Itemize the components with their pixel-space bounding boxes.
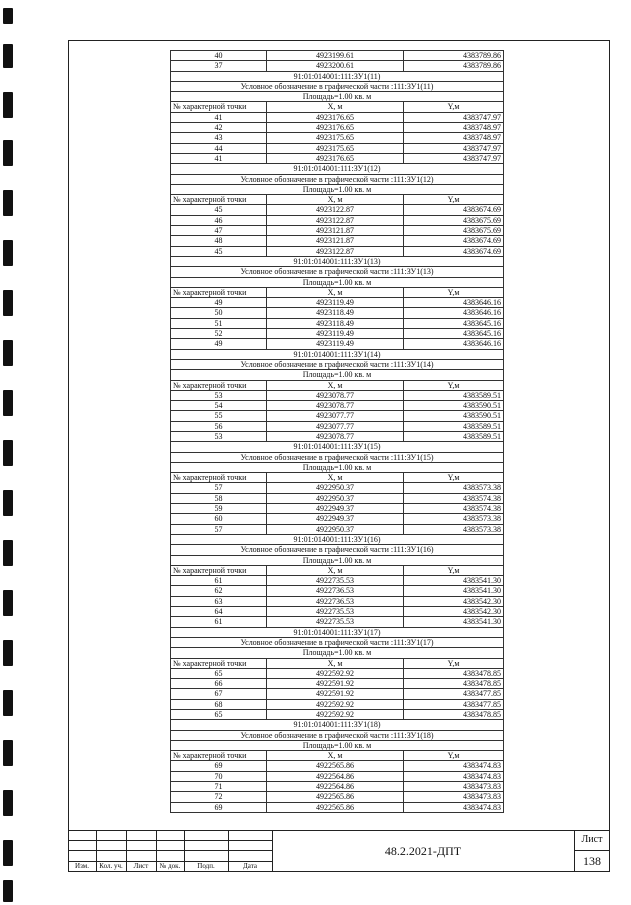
point-number-cell: 61 (171, 617, 267, 627)
y-coordinate-cell: 4383477.85 (404, 689, 504, 699)
y-coordinate-cell: 4383590.51 (404, 411, 504, 421)
point-number-cell: 69 (171, 802, 267, 812)
binding-mark (3, 190, 13, 216)
section-designation: Условное обозначение в графической части :111:ЗУ1(15) (171, 452, 504, 462)
table-row (171, 586, 504, 596)
table-row (171, 483, 504, 493)
section-area-row (171, 740, 504, 750)
point-number-cell: 51 (171, 318, 267, 328)
point-number-cell: 63 (171, 596, 267, 606)
point-number-cell: 62 (171, 586, 267, 596)
x-coordinate-cell: 4923176.65 (267, 123, 404, 133)
column-header-row (171, 751, 504, 761)
binding-mark (3, 590, 13, 616)
x-coordinate-cell: 4923118.49 (267, 308, 404, 318)
table-row (171, 431, 504, 441)
section-cadastral: 91:01:014001:111:ЗУ1(16) (171, 534, 504, 544)
section-area-row (171, 92, 504, 102)
y-coordinate-cell: 4383645.16 (404, 329, 504, 339)
section-designation: Условное обозначение в графической части :111:ЗУ1(17) (171, 637, 504, 647)
header-x: X, м (267, 102, 404, 112)
section-designation-row (171, 174, 504, 184)
binding-mark (3, 290, 13, 316)
section-area: Площадь=1.00 кв. м (171, 370, 504, 380)
table-row (171, 421, 504, 431)
y-coordinate-cell: 4383474.83 (404, 802, 504, 812)
section-area: Площадь=1.00 кв. м (171, 555, 504, 565)
table-row (171, 133, 504, 143)
x-coordinate-cell: 4923175.65 (267, 143, 404, 153)
x-coordinate-cell: 4922735.53 (267, 617, 404, 627)
binding-mark (3, 240, 13, 266)
x-coordinate-cell: 4922592.92 (267, 668, 404, 678)
section-designation: Условное обозначение в графической части :111:ЗУ1(12) (171, 174, 504, 184)
y-coordinate-cell: 4383748.97 (404, 123, 504, 133)
table-row (171, 668, 504, 678)
x-coordinate-cell: 4923122.87 (267, 215, 404, 225)
table-row (171, 504, 504, 514)
x-coordinate-cell: 4922564.86 (267, 782, 404, 792)
section-cadastral: 91:01:014001:111:ЗУ1(18) (171, 720, 504, 730)
header-point-number: № характерной точки (171, 195, 267, 205)
x-coordinate-cell: 4922736.53 (267, 596, 404, 606)
section-designation-row (171, 545, 504, 555)
x-coordinate-cell: 4923121.87 (267, 226, 404, 236)
x-coordinate-cell: 4923121.87 (267, 236, 404, 246)
point-number-cell: 50 (171, 308, 267, 318)
section-cadastral: 91:01:014001:111:ЗУ1(15) (171, 442, 504, 452)
point-number-cell: 71 (171, 782, 267, 792)
x-coordinate-cell: 4922591.92 (267, 689, 404, 699)
point-number-cell: 41 (171, 153, 267, 163)
y-coordinate-cell: 4383675.69 (404, 226, 504, 236)
y-coordinate-cell: 4383747.97 (404, 143, 504, 153)
y-coordinate-cell: 4383589.51 (404, 421, 504, 431)
point-number-cell: 45 (171, 205, 267, 215)
table-row (171, 205, 504, 215)
document-code: 48.2.2021-ДПТ (384, 843, 462, 858)
table-row (171, 339, 504, 349)
point-number-cell: 53 (171, 390, 267, 400)
point-number-cell: 67 (171, 689, 267, 699)
point-number-cell: 46 (171, 215, 267, 225)
x-coordinate-cell: 4922565.86 (267, 761, 404, 771)
table-row (171, 802, 504, 812)
table-row (171, 153, 504, 163)
y-coordinate-cell: 4383646.16 (404, 339, 504, 349)
section-area: Площадь=1.00 кв. м (171, 740, 504, 750)
y-coordinate-cell: 4383747.97 (404, 112, 504, 122)
stamp-label-signature: Подп. (197, 862, 215, 870)
header-point-number: № характерной точки (171, 380, 267, 390)
point-number-cell: 43 (171, 133, 267, 143)
table-row (171, 318, 504, 328)
point-number-cell: 60 (171, 514, 267, 524)
point-number-cell: 72 (171, 792, 267, 802)
point-number-cell: 58 (171, 493, 267, 503)
y-coordinate-cell: 4383541.30 (404, 576, 504, 586)
table-row (171, 710, 504, 720)
binding-mark (3, 640, 13, 666)
x-coordinate-cell: 4923200.61 (267, 61, 404, 71)
header-y: Y,м (404, 102, 504, 112)
table-row (171, 514, 504, 524)
binding-mark (3, 740, 13, 766)
y-coordinate-cell: 4383789.86 (404, 51, 504, 61)
x-coordinate-cell: 4923122.87 (267, 205, 404, 215)
table-row (171, 236, 504, 246)
section-designation: Условное обозначение в графической части :111:ЗУ1(16) (171, 545, 504, 555)
table-row (171, 679, 504, 689)
section-area-row (171, 370, 504, 380)
table-row (171, 576, 504, 586)
section-designation-row (171, 359, 504, 369)
table-row (171, 401, 504, 411)
point-number-cell: 40 (171, 51, 267, 61)
stamp-label-sheet: Лист (133, 862, 149, 870)
x-coordinate-cell: 4922949.37 (267, 504, 404, 514)
header-x: X, м (267, 195, 404, 205)
x-coordinate-cell: 4922565.86 (267, 792, 404, 802)
binding-mark (3, 880, 13, 902)
point-number-cell: 66 (171, 679, 267, 689)
x-coordinate-cell: 4923119.49 (267, 329, 404, 339)
table-row (171, 689, 504, 699)
x-coordinate-cell: 4922735.53 (267, 607, 404, 617)
table-row (171, 524, 504, 534)
stamp-label-date: Дата (243, 862, 257, 870)
section-area-row (171, 462, 504, 472)
point-number-cell: 57 (171, 524, 267, 534)
x-coordinate-cell: 4923119.49 (267, 339, 404, 349)
point-number-cell: 53 (171, 431, 267, 441)
x-coordinate-cell: 4922591.92 (267, 679, 404, 689)
table-row (171, 51, 504, 61)
binding-mark (3, 440, 13, 466)
point-number-cell: 57 (171, 483, 267, 493)
point-number-cell: 65 (171, 710, 267, 720)
x-coordinate-cell: 4923199.61 (267, 51, 404, 61)
table-row (171, 61, 504, 71)
y-coordinate-cell: 4383674.69 (404, 205, 504, 215)
section-cadastral-row (171, 349, 504, 359)
binding-mark (3, 8, 13, 24)
y-coordinate-cell: 4383789.86 (404, 61, 504, 71)
table-row (171, 782, 504, 792)
y-coordinate-cell: 4383478.85 (404, 668, 504, 678)
section-cadastral-row (171, 256, 504, 266)
y-coordinate-cell: 4383574.38 (404, 504, 504, 514)
point-number-cell: 54 (171, 401, 267, 411)
column-header-row (171, 473, 504, 483)
binding-mark (3, 340, 13, 366)
binding-mark (3, 490, 13, 516)
y-coordinate-cell: 4383542.30 (404, 596, 504, 606)
y-coordinate-cell: 4383542.30 (404, 607, 504, 617)
header-x: X, м (267, 473, 404, 483)
x-coordinate-cell: 4922592.92 (267, 699, 404, 709)
header-x: X, м (267, 565, 404, 575)
column-header-row (171, 658, 504, 668)
header-point-number: № характерной точки (171, 473, 267, 483)
y-coordinate-cell: 4383473.83 (404, 782, 504, 792)
x-coordinate-cell: 4923118.49 (267, 318, 404, 328)
x-coordinate-cell: 4923176.65 (267, 153, 404, 163)
header-point-number: № характерной точки (171, 565, 267, 575)
x-coordinate-cell: 4923078.77 (267, 431, 404, 441)
header-point-number: № характерной точки (171, 751, 267, 761)
binding-mark (3, 840, 13, 866)
section-area: Площадь=1.00 кв. м (171, 462, 504, 472)
x-coordinate-cell: 4923122.87 (267, 246, 404, 256)
section-cadastral: 91:01:014001:111:ЗУ1(14) (171, 349, 504, 359)
section-area-row (171, 555, 504, 565)
section-designation-row (171, 267, 504, 277)
y-coordinate-cell: 4383748.97 (404, 133, 504, 143)
table-row (171, 390, 504, 400)
header-point-number: № характерной точки (171, 102, 267, 112)
y-coordinate-cell: 4383478.85 (404, 679, 504, 689)
binding-mark (3, 540, 13, 566)
sheet-label: Лист (581, 833, 603, 845)
x-coordinate-cell: 4923077.77 (267, 411, 404, 421)
point-number-cell: 49 (171, 298, 267, 308)
header-y: Y,м (404, 658, 504, 668)
x-coordinate-cell: 4923176.65 (267, 112, 404, 122)
header-x: X, м (267, 287, 404, 297)
y-coordinate-cell: 4383675.69 (404, 215, 504, 225)
x-coordinate-cell: 4922950.37 (267, 483, 404, 493)
stamp-label-count: Кол. уч. (99, 862, 123, 870)
table-row (171, 308, 504, 318)
binding-mark (3, 92, 13, 118)
section-designation: Условное обозначение в графической части :111:ЗУ1(18) (171, 730, 504, 740)
binding-mark (3, 44, 13, 68)
point-number-cell: 47 (171, 226, 267, 236)
header-y: Y,м (404, 565, 504, 575)
table-row (171, 792, 504, 802)
column-header-row (171, 380, 504, 390)
table-row (171, 298, 504, 308)
section-cadastral: 91:01:014001:111:ЗУ1(11) (171, 71, 504, 81)
y-coordinate-cell: 4383590.51 (404, 401, 504, 411)
table-row (171, 112, 504, 122)
binding-mark (3, 390, 13, 416)
table-row (171, 226, 504, 236)
x-coordinate-cell: 4923078.77 (267, 390, 404, 400)
header-point-number: № характерной точки (171, 287, 267, 297)
section-area-row (171, 184, 504, 194)
x-coordinate-cell: 4922949.37 (267, 514, 404, 524)
stamp-label-doc-number: № док. (159, 862, 181, 870)
header-x: X, м (267, 658, 404, 668)
sheet-number: 138 (583, 853, 601, 868)
table-row (171, 607, 504, 617)
y-coordinate-cell: 4383573.38 (404, 514, 504, 524)
header-y: Y,м (404, 473, 504, 483)
y-coordinate-cell: 4383541.30 (404, 586, 504, 596)
y-coordinate-cell: 4383573.38 (404, 483, 504, 493)
y-coordinate-cell: 4383574.38 (404, 493, 504, 503)
point-number-cell: 49 (171, 339, 267, 349)
header-x: X, м (267, 380, 404, 390)
header-y: Y,м (404, 751, 504, 761)
point-number-cell: 48 (171, 236, 267, 246)
y-coordinate-cell: 4383541.30 (404, 617, 504, 627)
section-cadastral-row (171, 534, 504, 544)
section-area: Площадь=1.00 кв. м (171, 648, 504, 658)
header-y: Y,м (404, 195, 504, 205)
section-cadastral-row (171, 164, 504, 174)
table-row (171, 771, 504, 781)
x-coordinate-cell: 4922950.37 (267, 493, 404, 503)
section-cadastral: 91:01:014001:111:ЗУ1(12) (171, 164, 504, 174)
table-row (171, 143, 504, 153)
y-coordinate-cell: 4383645.16 (404, 318, 504, 328)
column-header-row (171, 195, 504, 205)
stamp-label-change: Изм. (75, 862, 89, 870)
point-number-cell: 41 (171, 112, 267, 122)
point-number-cell: 37 (171, 61, 267, 71)
section-area-row (171, 277, 504, 287)
point-number-cell: 55 (171, 411, 267, 421)
binding-mark (3, 140, 13, 166)
section-cadastral: 91:01:014001:111:ЗУ1(17) (171, 627, 504, 637)
table-row (171, 699, 504, 709)
section-cadastral-row (171, 720, 504, 730)
y-coordinate-cell: 4383478.85 (404, 710, 504, 720)
point-number-cell: 69 (171, 761, 267, 771)
table-row (171, 617, 504, 627)
y-coordinate-cell: 4383573.38 (404, 524, 504, 534)
point-number-cell: 65 (171, 668, 267, 678)
y-coordinate-cell: 4383589.51 (404, 390, 504, 400)
table-row (171, 246, 504, 256)
section-cadastral: 91:01:014001:111:ЗУ1(13) (171, 256, 504, 266)
point-number-cell: 44 (171, 143, 267, 153)
section-designation-row (171, 81, 504, 91)
y-coordinate-cell: 4383674.69 (404, 236, 504, 246)
binding-mark (3, 690, 13, 716)
column-header-row (171, 287, 504, 297)
table-row (171, 761, 504, 771)
x-coordinate-cell: 4922592.92 (267, 710, 404, 720)
y-coordinate-cell: 4383646.16 (404, 298, 504, 308)
x-coordinate-cell: 4922736.53 (267, 586, 404, 596)
header-x: X, м (267, 751, 404, 761)
section-cadastral-row (171, 71, 504, 81)
x-coordinate-cell: 4922565.86 (267, 802, 404, 812)
x-coordinate-cell: 4923119.49 (267, 298, 404, 308)
point-number-cell: 52 (171, 329, 267, 339)
y-coordinate-cell: 4383474.83 (404, 771, 504, 781)
section-area: Площадь=1.00 кв. м (171, 92, 504, 102)
x-coordinate-cell: 4922564.86 (267, 771, 404, 781)
table-row (171, 123, 504, 133)
section-designation-row (171, 637, 504, 647)
section-area: Площадь=1.00 кв. м (171, 277, 504, 287)
y-coordinate-cell: 4383747.97 (404, 153, 504, 163)
column-header-row (171, 565, 504, 575)
point-number-cell: 64 (171, 607, 267, 617)
section-designation: Условное обозначение в графической части :111:ЗУ1(11) (171, 81, 504, 91)
x-coordinate-cell: 4922735.53 (267, 576, 404, 586)
header-point-number: № характерной точки (171, 658, 267, 668)
y-coordinate-cell: 4383589.51 (404, 431, 504, 441)
x-coordinate-cell: 4923175.65 (267, 133, 404, 143)
point-number-cell: 61 (171, 576, 267, 586)
x-coordinate-cell: 4923078.77 (267, 401, 404, 411)
x-coordinate-cell: 4922950.37 (267, 524, 404, 534)
y-coordinate-cell: 4383674.69 (404, 246, 504, 256)
x-coordinate-cell: 4923077.77 (267, 421, 404, 431)
table-row (171, 329, 504, 339)
section-designation: Условное обозначение в графической части :111:ЗУ1(13) (171, 267, 504, 277)
coordinates-table (170, 50, 504, 813)
table-row (171, 596, 504, 606)
section-designation-row (171, 730, 504, 740)
point-number-cell: 45 (171, 246, 267, 256)
y-coordinate-cell: 4383473.83 (404, 792, 504, 802)
y-coordinate-cell: 4383646.16 (404, 308, 504, 318)
y-coordinate-cell: 4383477.85 (404, 699, 504, 709)
header-y: Y,м (404, 287, 504, 297)
section-area-row (171, 648, 504, 658)
table-row (171, 215, 504, 225)
section-cadastral-row (171, 627, 504, 637)
section-designation-row (171, 452, 504, 462)
column-header-row (171, 102, 504, 112)
section-cadastral-row (171, 442, 504, 452)
point-number-cell: 70 (171, 771, 267, 781)
section-area: Площадь=1.00 кв. м (171, 184, 504, 194)
point-number-cell: 56 (171, 421, 267, 431)
section-designation: Условное обозначение в графической части :111:ЗУ1(14) (171, 359, 504, 369)
table-row (171, 493, 504, 503)
binding-mark (3, 790, 13, 816)
header-y: Y,м (404, 380, 504, 390)
point-number-cell: 42 (171, 123, 267, 133)
point-number-cell: 68 (171, 699, 267, 709)
table-row (171, 411, 504, 421)
y-coordinate-cell: 4383474.83 (404, 761, 504, 771)
point-number-cell: 59 (171, 504, 267, 514)
